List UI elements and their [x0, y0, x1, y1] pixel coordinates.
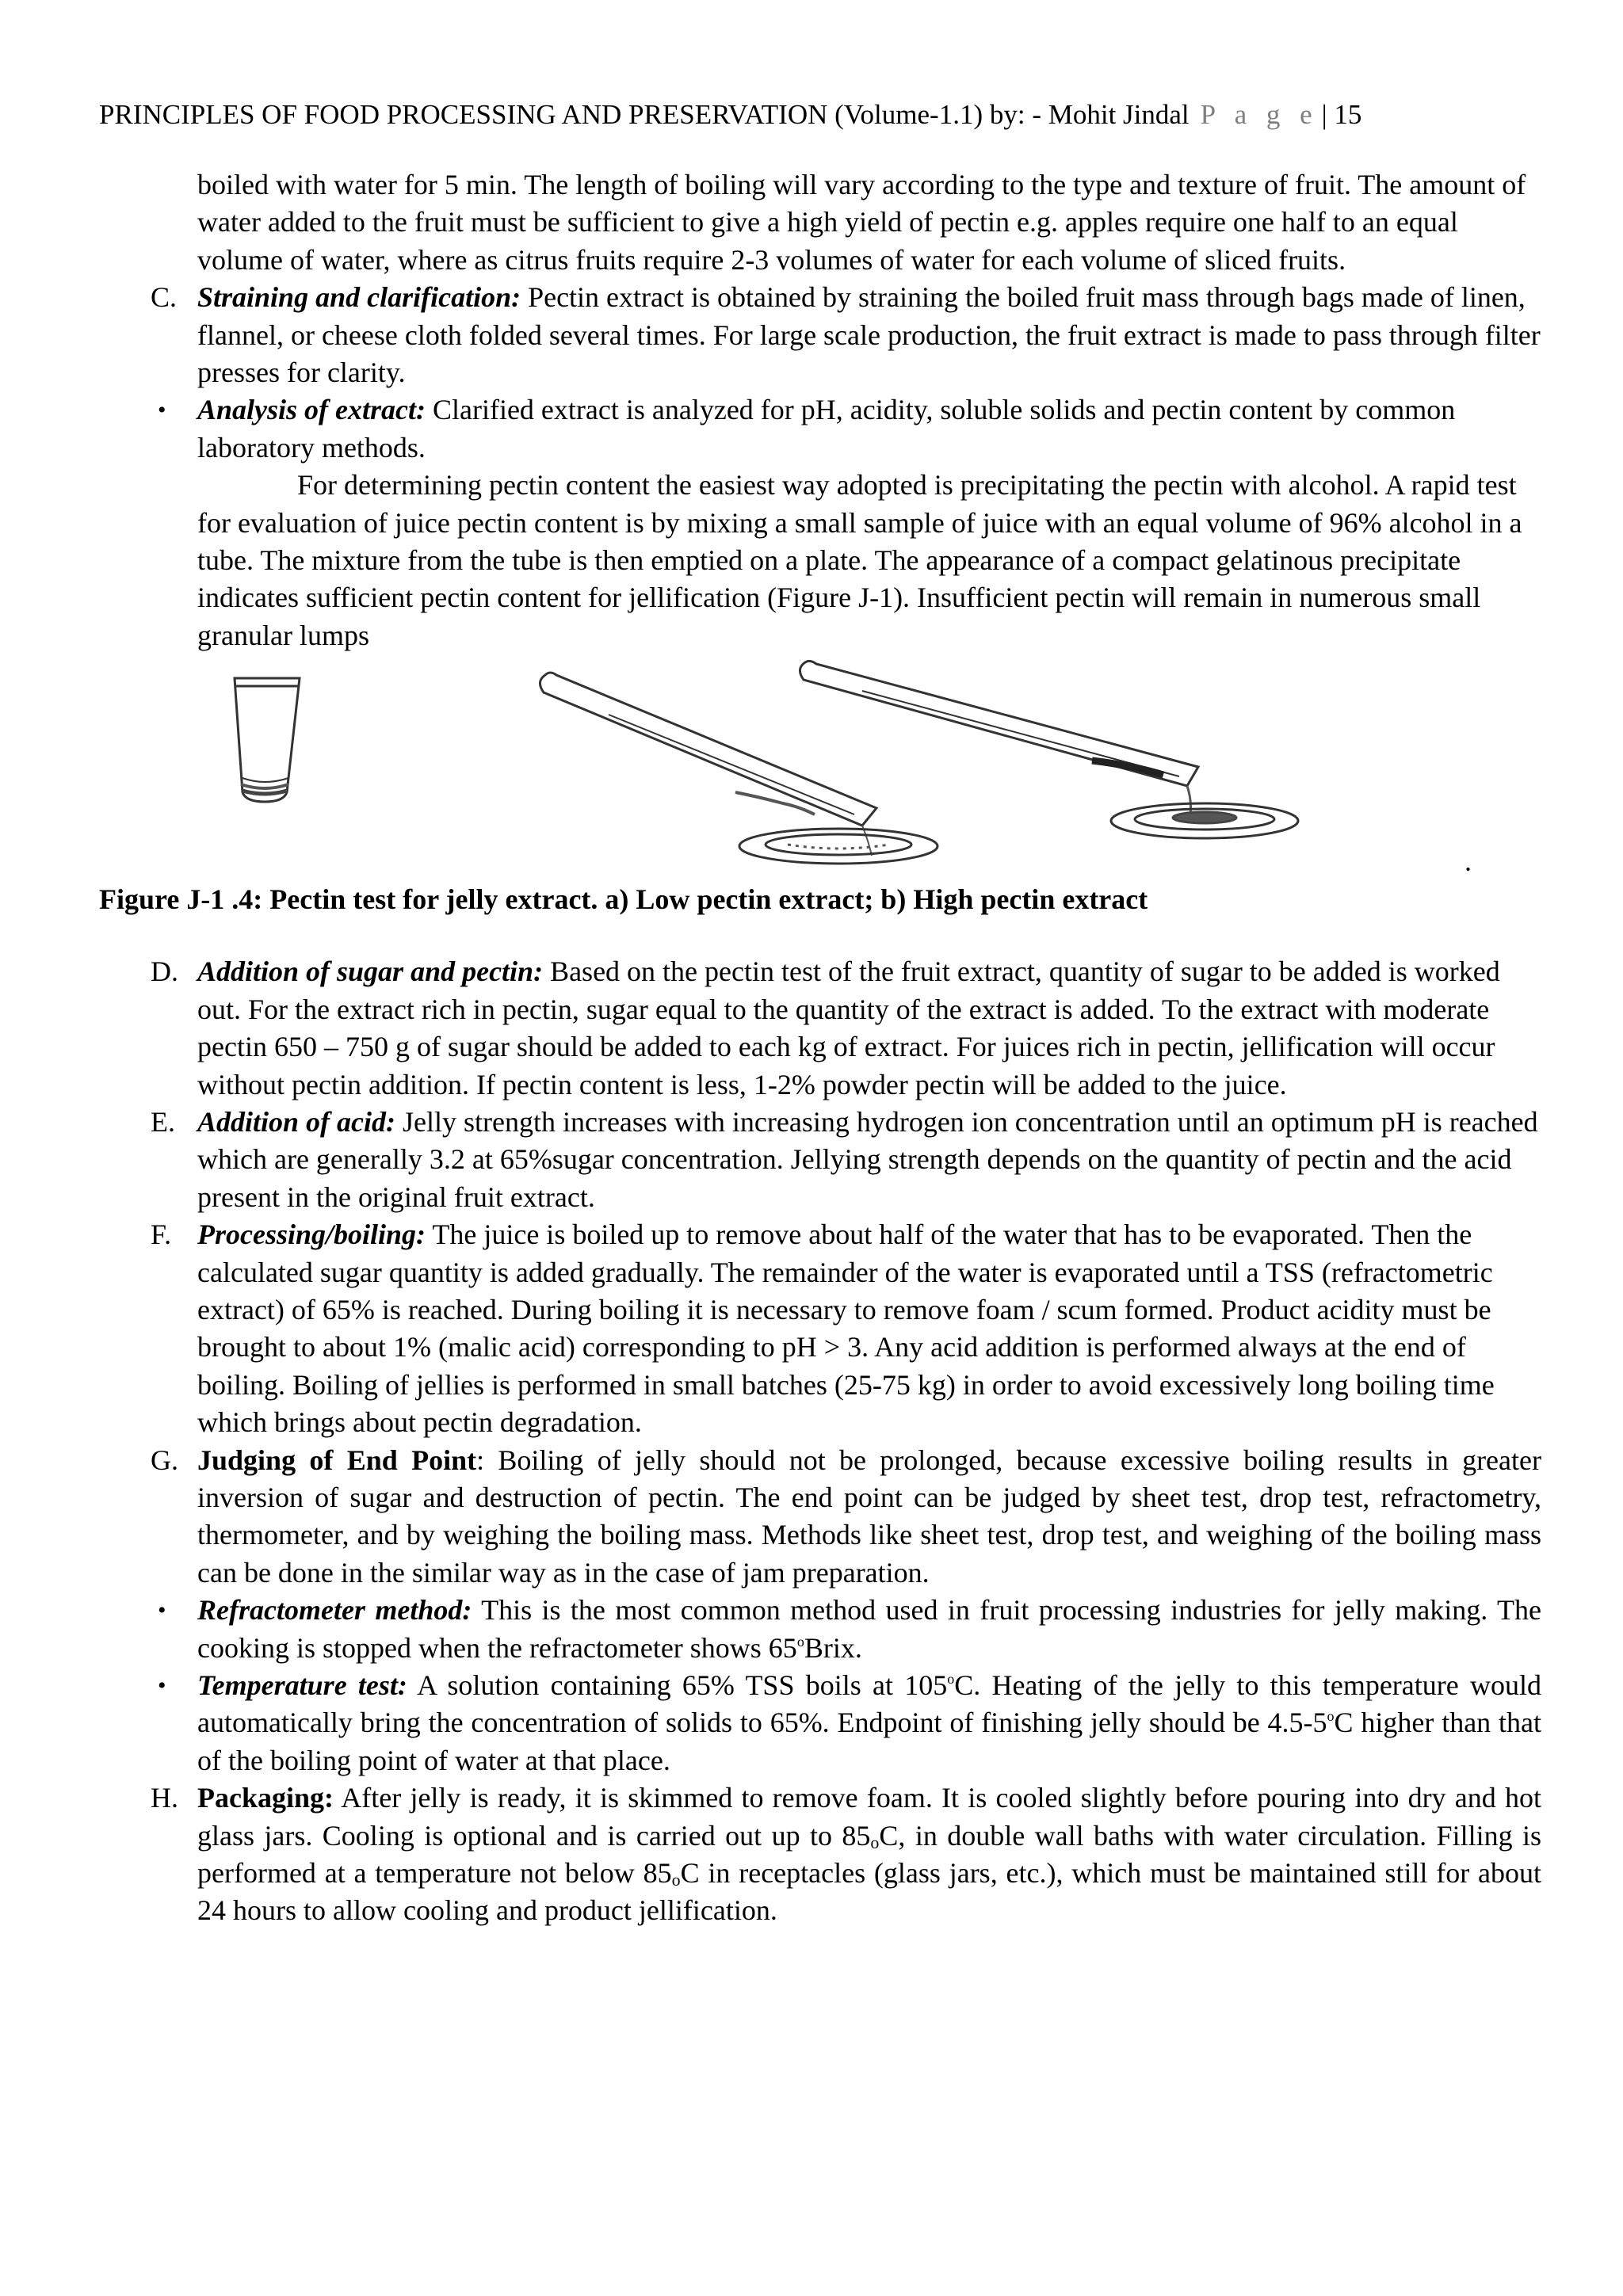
temperature-heading: Temperature test: [197, 1669, 407, 1701]
step-e-marker: E. [151, 1105, 175, 1138]
step-f [0, 1216, 1541, 1441]
refractometer-heading: Refractometer method: [197, 1594, 472, 1627]
refractometer-text-b: Brix. [804, 1631, 862, 1664]
analysis-text: Clarified extract is analyzed for pH, acidity, soluble solids and pectin content by common laboratory methods. [197, 394, 1456, 463]
analysis-para2: For determining pectin content the easiest way adopted is precipitating the pectin with alcohol. A rapid test for evaluation of juice pectin content is by mixing a small sample of juice with an equal volume of 96% alcohol in a tube. The mixture from the tube is then emptied on a plate. The appearance of a compact gelatinous precipitate indicates sufficient pectin content for jellification (Figure J-1). Insufficient pectin will remain in numerous small granular lumps [197, 469, 1522, 651]
plate-high-pectin-illustration [1111, 803, 1298, 838]
temperature-text-c: C higher than that of the boiling point of water at that place. [197, 1707, 1541, 1776]
step-g [0, 1442, 1541, 1592]
step-c-text: Pectin extract is obtained by straining the boiled fruit mass through bags made of linen, flannel, or cheese cloth folded several times. For large scale production, the fruit extract is made to pass through filter presses for clarity. [197, 281, 1541, 389]
header-page-separator: | [1321, 99, 1327, 130]
step-h-marker: H. [151, 1782, 178, 1814]
figure-trailing-dot: . [1465, 845, 1472, 878]
spacer [0, 918, 1623, 953]
refractometer-bullet [0, 1592, 1541, 1667]
step-e-heading: Addition of acid: [197, 1105, 395, 1138]
degree-symbol: o [796, 1633, 804, 1650]
step-d-marker: D. [151, 955, 178, 988]
intro-text: boiled with water for 5 min. The length of boiling will vary according to the type and texture of fruit. The amount of water added to the fruit must be sufficient to give a high yield of pectin e.g. apples require one half to an equal volume of water, where as citrus fruits require 2-3 volumes of water for each volume of sliced fruits. [197, 169, 1526, 276]
degree-symbol: o [671, 1870, 681, 1890]
figure-caption: Figure J-1 .4: Pectin test for jelly extract. a) Low pectin extract; b) High pectin extract [99, 883, 1148, 916]
page-body [0, 166, 1623, 1930]
degree-symbol: o [1327, 1708, 1335, 1725]
analysis-heading: Analysis of extract: [197, 394, 426, 426]
beaker-illustration [235, 678, 300, 802]
step-c [0, 279, 1541, 391]
temperature-text-a: A solution containing 65% TSS boils at 105 [407, 1669, 948, 1701]
step-g-marker: G. [151, 1444, 178, 1476]
tube-high-pectin-illustration [800, 662, 1198, 815]
step-h-text-c: C in receptacles (glass jars, etc.), which must be maintained still for about 24 hours to allow cooling and product jellification. [197, 1857, 1541, 1927]
analysis-bullet [0, 391, 1541, 654]
analysis-bullet-marker: • [158, 397, 166, 424]
header-page-number: 15 [1334, 99, 1362, 130]
step-g-heading: Judging of End Point [197, 1444, 477, 1476]
refractometer-text-a: This is the most common method used in fruit processing industries for jelly making. The cooking is stopped when the refractometer shows 65 [197, 1594, 1541, 1664]
page-header [99, 97, 1573, 132]
step-c-heading: Straining and clarification: [197, 281, 521, 314]
step-d [0, 953, 1541, 1104]
step-f-marker: F. [151, 1219, 172, 1251]
plate-low-pectin-illustration [739, 829, 938, 864]
step-d-heading: Addition of sugar and pectin: [197, 955, 544, 988]
step-h-text-b: C, in double wall baths with water circulation. Filling is performed at a temperature not below 85 [197, 1819, 1541, 1890]
degree-symbol: o [947, 1671, 955, 1687]
temperature-bullet-marker: • [158, 1672, 166, 1699]
degree-symbol: o [870, 1832, 880, 1852]
step-f-text: The juice is boiled up to remove about half of the water that has to be evaporated. Then the calculated sugar quantity is added gradually. The remainder of the water is evaporated until a TSS (refractometric extract) of 65% is reached. During boiling it is necessary to remove foam / scum formed. Product acidity must be brought to about 1% (malic acid) corresponding to pH > 3. Any acid addition is performed always at the end of boiling. Boiling of jellies is performed in small batches (25-75 kg) in order to avoid excessively long boiling time which brings about pectin degradation. [197, 1219, 1495, 1439]
step-h-text-a: After jelly is ready, it is skimmed to remove foam. It is cooled slightly before pouring into dry and hot glass jars. Cooling is optional and is carried out up to 85 [197, 1782, 1541, 1852]
temperature-text-b: C. Heating of the jelly to this temperature would automatically bring the concentration of solids to 65%. Endpoint of finishing jelly should be 4.5-5 [197, 1669, 1541, 1739]
header-title: PRINCIPLES OF FOOD PROCESSING AND PRESERVATION (Volume-1.1) by: - Mohit Jindal [99, 99, 1190, 130]
step-e [0, 1104, 1541, 1216]
header-page-word: P a g e [1200, 99, 1319, 130]
refractometer-bullet-marker: • [158, 1597, 166, 1624]
intro-paragraph [0, 166, 1541, 279]
step-e-text: Jelly strength increases with increasing hydrogen ion concentration until an optimum pH is reached which are generally 3.2 at 65%sugar concentration. Jellying strength depends on the quantity of pectin and the acid present in the original fruit extract. [197, 1105, 1538, 1213]
pectin-test-illustration [101, 659, 1478, 875]
step-h-heading: Packaging: [197, 1782, 334, 1814]
step-h [0, 1779, 1541, 1930]
step-f-heading: Processing/boiling: [197, 1219, 426, 1251]
step-d-text: Based on the pectin test of the fruit extract, quantity of sugar to be added is worked out. For the extract rich in pectin, sugar equal to the quantity of the extract is added. To the extract with moderate pectin 650 – 750 g of sugar should be added to each kg of extract. For juices rich in pectin, jellification will occur without pectin addition. If pectin content is less, 1-2% powder pectin will be added to the juice. [197, 955, 1500, 1100]
step-g-text: : Boiling of jelly should not be prolonged, because excessive boiling results in greater inversion of sugar and destruction of pectin. The end point can be judged by sheet test, drop test, refractometry, thermometer, and by weighing the boiling mass. Methods like sheet test, drop test, and weighing of the boiling mass can be done in the similar way as in the case of jam preparation. [197, 1444, 1541, 1589]
temperature-bullet [0, 1667, 1541, 1779]
step-c-marker: C. [151, 281, 178, 314]
pectin-test-figure [101, 659, 1478, 878]
